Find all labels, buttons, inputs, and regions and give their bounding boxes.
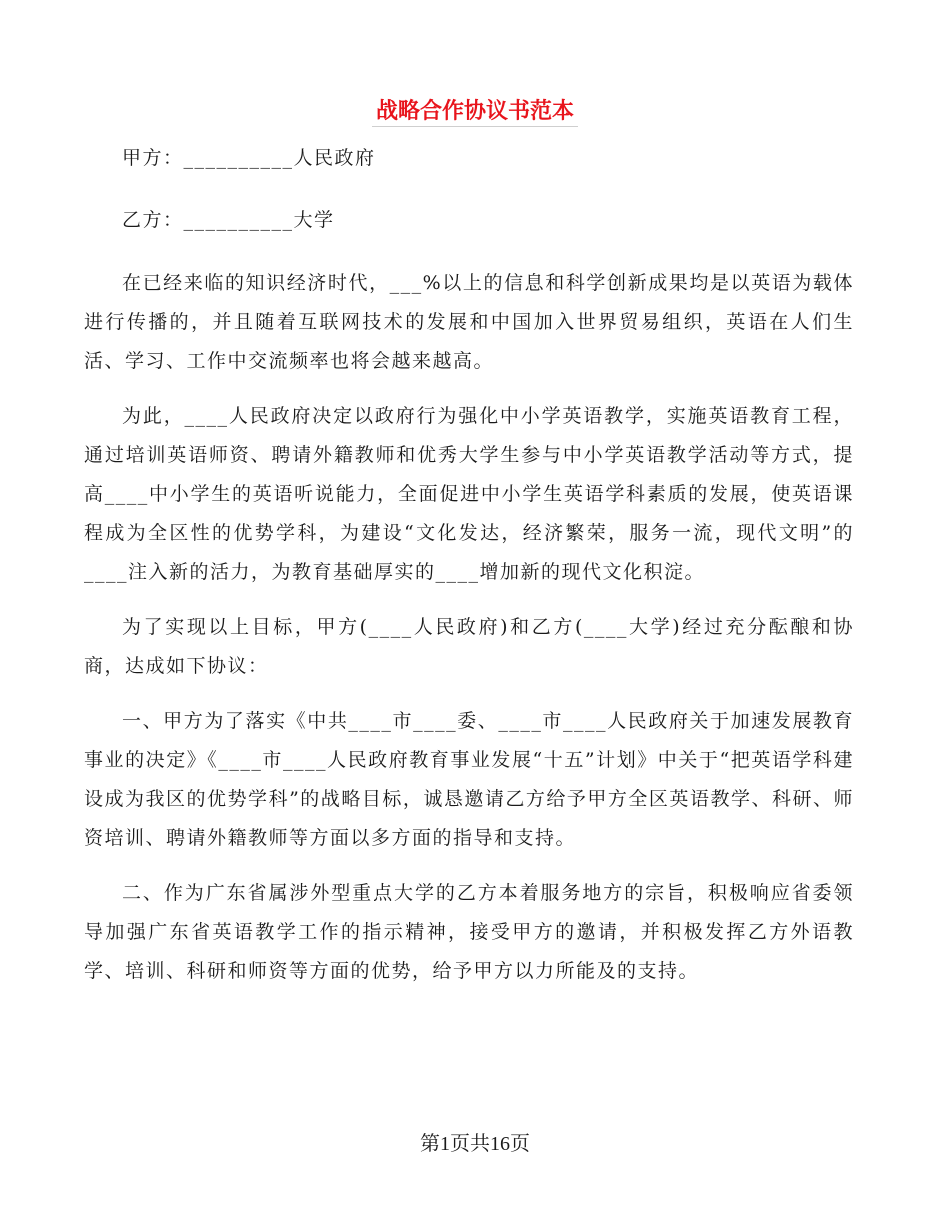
- clause-one: 一、甲方为了落实《中共____市____委、____市____人民政府关于加速发展教育事业的决定》《____市____人民政府教育事业发展“十五”计划》中关于“把英语学科建设成为我区的优势学科”的战略目标，诚恳邀请乙方给予甲方全区英语教学、科研、师资培训、聘请外籍教师等方面以多方面的指导和支持。: [84, 710, 854, 849]
- paragraph-agreement: 为了实现以上目标，甲方(____人民政府)和乙方(____大学)经过充分酝酿和协商，达成如下协议：: [84, 616, 854, 677]
- clause-two: 二、作为广东省属涉外型重点大学的乙方本着服务地方的宗旨，积极响应省委领导加强广东省英语教学工作的指示精神，接受甲方的邀请，并积极发挥乙方外语教学、培训、科研和师资等方面的优势，给予甲方以力所能及的支持。: [84, 882, 854, 982]
- document-body: [84, 140, 854, 991]
- party-a-line: 甲方：__________人民政府: [122, 147, 376, 169]
- page-indicator: 第1页共16页: [420, 1133, 530, 1155]
- document-title-wrap: [0, 94, 950, 125]
- document-title: 战略合作协议书范本: [372, 98, 578, 127]
- paragraph-purpose: 为此，____人民政府决定以政府行为强化中小学英语教学，实施英语教育工程，通过培训英语师资、聘请外籍教师和优秀大学生参与中小学英语教学活动等方式，提高____中小学生的英语听说能力，全面促进中小学生英语学科素质的发展，使英语课程成为全区性的优势学科，为建设“文化发达，经济繁荣，服务一流，现代文明”的____注入新的活力，为教育基础厚实的____增加新的现代文化积淀。: [84, 405, 854, 583]
- paragraph-intro: 在已经来临的知识经济时代，___%以上的信息和科学创新成果均是以英语为载体进行传播的，并且随着互联网技术的发展和中国加入世界贸易组织，英语在人们生活、学习、工作中交流频率也将会越来越高。: [84, 272, 854, 372]
- party-b-line: 乙方：__________大学: [122, 209, 335, 231]
